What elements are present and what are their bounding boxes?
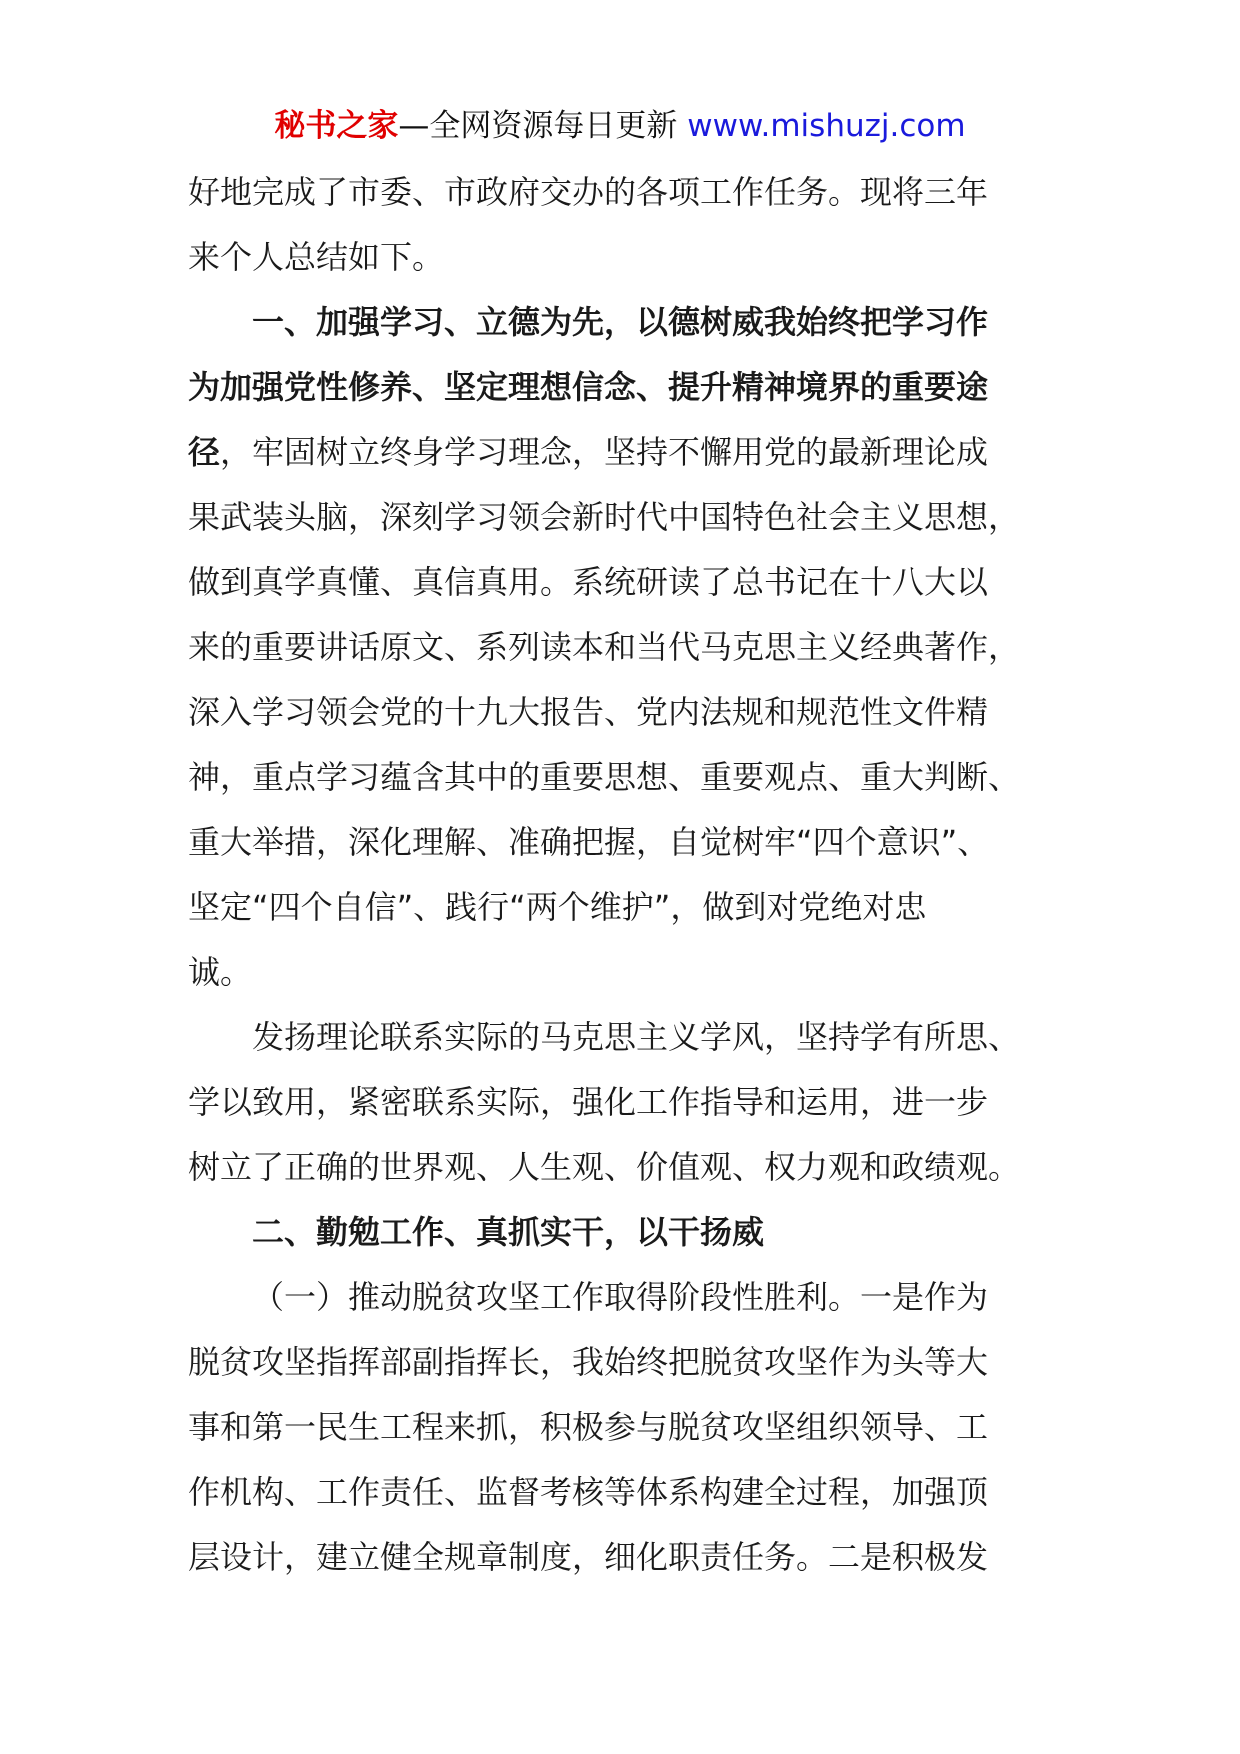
text-line [188, 745, 1058, 810]
text-line [188, 680, 1058, 745]
text-line [188, 355, 1058, 420]
text-line [188, 420, 1058, 485]
text-segment: 神，重点学习蕴含其中的重要思想、重要观点、重大判断、 [188, 758, 1021, 796]
document-body [188, 160, 1058, 1590]
header-slogan: —全网资源每日更新 [398, 108, 678, 144]
text-line [188, 875, 1058, 940]
text-segment: 学以致用，紧密联系实际，强化工作指导和运用，进一步 [188, 1083, 989, 1121]
text-line [188, 1005, 1058, 1070]
header-site-link[interactable]: www.mishuzj.com [687, 108, 966, 144]
text-line [188, 940, 1058, 1005]
text-segment: 做到真学真懂、真信真用。系统研读了总书记在十八大以 [188, 563, 989, 601]
text-segment: 来个人总结如下。 [188, 238, 445, 276]
text-line [188, 1070, 1058, 1135]
text-line [188, 1265, 1058, 1330]
text-line [188, 160, 1058, 225]
bold-text-segment: 为加强党性修养、坚定理想信念、提升精神境界的重要途 [188, 368, 989, 406]
text-line [188, 1460, 1058, 1525]
text-segment: 果武装头脑，深刻学习领会新时代中国特色社会主义思想， [188, 498, 1021, 536]
text-line [188, 485, 1058, 550]
text-line [188, 290, 1058, 355]
text-line [188, 225, 1058, 290]
text-segment: 树立了正确的世界观、人生观、价值观、权力观和政绩观。 [188, 1148, 1021, 1186]
text-segment: 重大举措，深化理解、准确把握，自觉树牢“四个意识”、 [188, 823, 990, 861]
text-segment: （一）推动脱贫攻坚工作取得阶段性胜利。一是作为 [252, 1278, 989, 1316]
text-segment: 诚。 [188, 953, 253, 991]
text-line [188, 550, 1058, 615]
page-header [0, 104, 1240, 148]
text-line [188, 1330, 1058, 1395]
bold-text-segment: 二、勤勉工作、真抓实干，以干扬威 [252, 1213, 765, 1251]
text-segment: 来的重要讲话原文、系列读本和当代马克思主义经典著作， [188, 628, 1021, 666]
text-segment: 事和第一民生工程来抓，积极参与脱贫攻坚组织领导、工 [188, 1408, 989, 1446]
text-segment: 深入学习领会党的十九大报告、党内法规和规范性文件精 [188, 693, 989, 731]
text-segment: 发扬理论联系实际的马克思主义学风，坚持学有所思、 [252, 1018, 1021, 1056]
text-segment: 作机构、工作责任、监督考核等体系构建全过程，加强顶 [188, 1473, 989, 1511]
text-line [188, 615, 1058, 680]
bold-text-segment: 径 [188, 433, 221, 471]
text-segment: 层设计，建立健全规章制度，细化职责任务。二是积极发 [188, 1538, 989, 1576]
text-segment: ，牢固树立终身学习理念，坚持不懈用党的最新理论成 [220, 433, 989, 471]
text-segment: 坚定“四个自信”、践行“两个维护”，做到对党绝对忠 [188, 888, 927, 926]
text-line [188, 1525, 1058, 1590]
text-segment: 脱贫攻坚指挥部副指挥长，我始终把脱贫攻坚作为头等大 [188, 1343, 989, 1381]
text-line [188, 1135, 1058, 1200]
text-line [188, 1200, 1058, 1265]
text-line [188, 810, 1058, 875]
bold-text-segment: 一、加强学习、立德为先，以德树威我始终把学习作 [252, 303, 989, 341]
text-segment: 好地完成了市委、市政府交办的各项工作任务。现将三年 [188, 173, 989, 211]
text-line [188, 1395, 1058, 1460]
header-brand: 秘书之家 [274, 108, 399, 144]
